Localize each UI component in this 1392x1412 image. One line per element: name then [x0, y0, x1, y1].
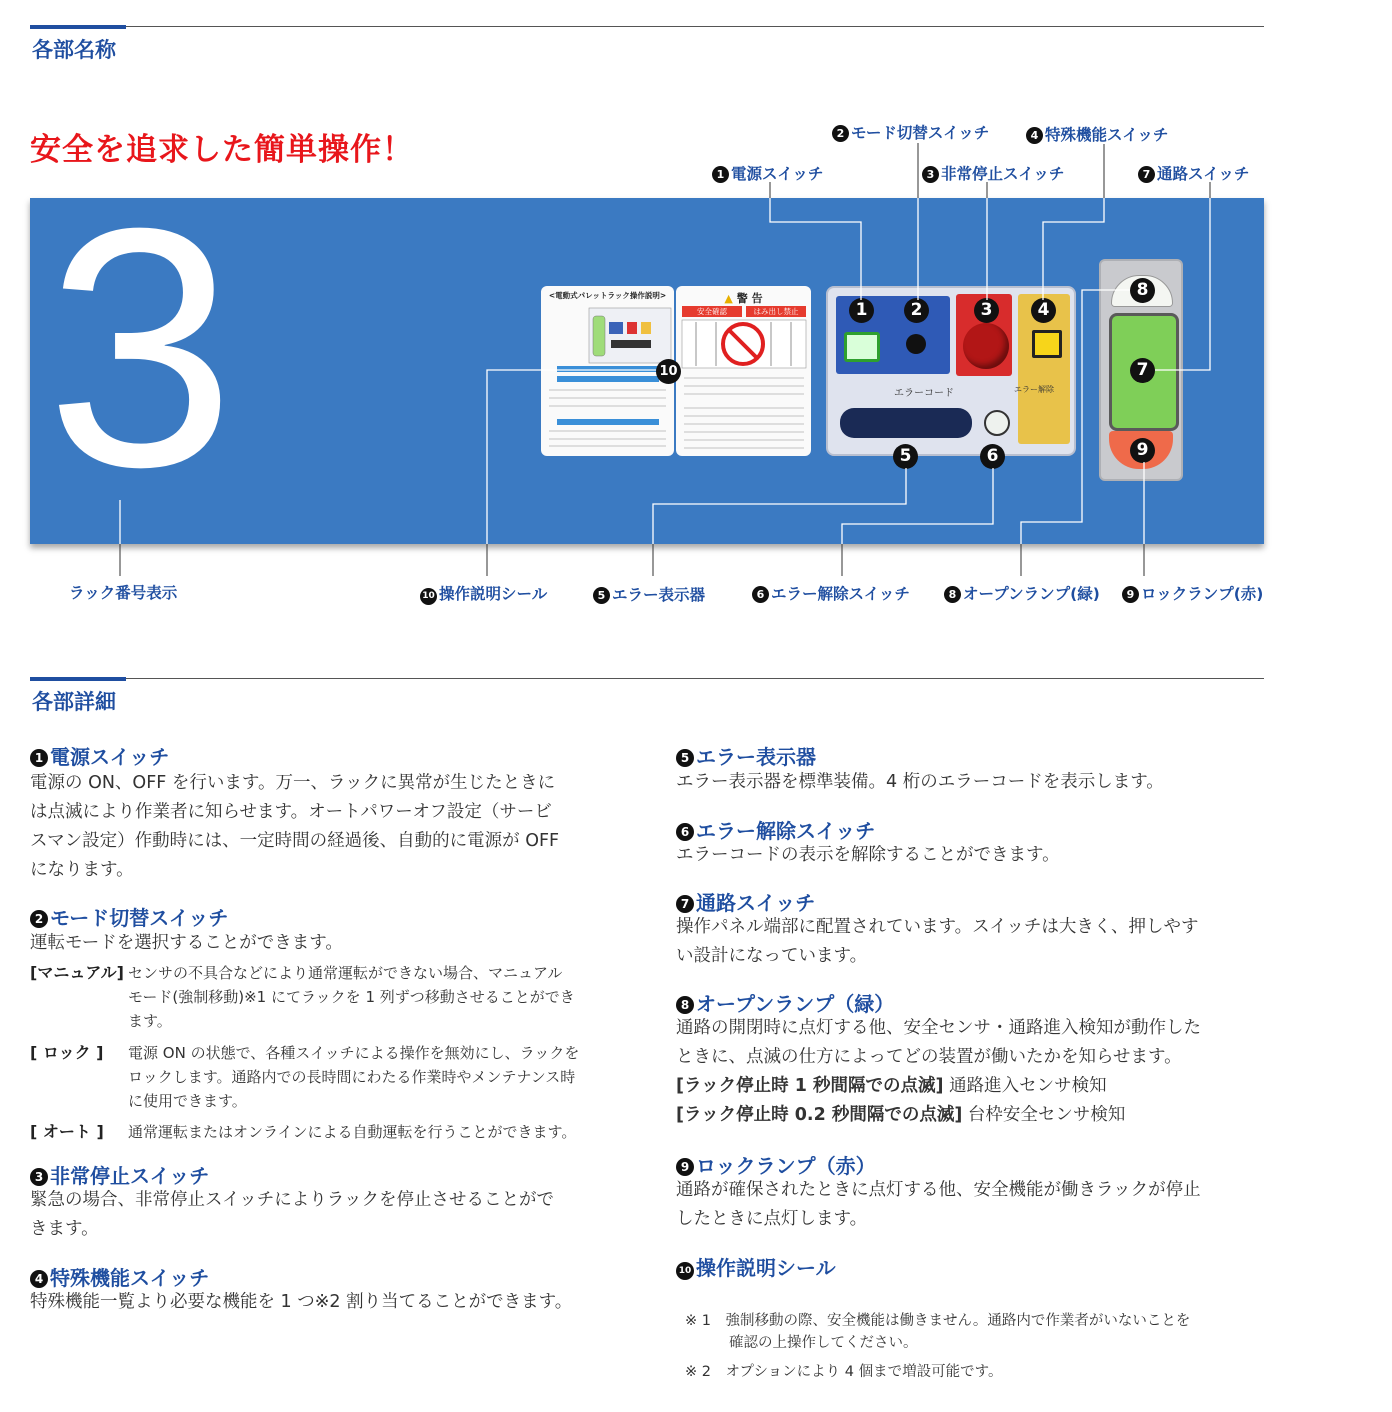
item-body-error-reset: エラーコードの表示を解除することができます。: [676, 845, 1060, 865]
label-special-switch: 4 特殊機能スイッチ: [1026, 123, 1168, 145]
footnote-2: ※ 2 オプションにより 4 個まで増設可能です。: [685, 1364, 1003, 1380]
section-title-details: 各部詳細: [32, 690, 116, 714]
item-heading-open-lamp: 8 オープンランプ（緑）: [676, 988, 894, 1017]
item-body-lock-lamp: 通路が確保されたときに点灯する他、安全機能が働きラックが停止 したときに点灯します。: [676, 1180, 1201, 1229]
headline: 安全を追求した簡単操作！: [30, 132, 414, 168]
label-error-reset: 6 エラー解除スイッチ: [752, 582, 910, 604]
section-rule-accent: [30, 677, 126, 681]
item-heading-emergency: 3 非常停止スイッチ: [30, 1160, 209, 1189]
label-lock-lamp: 9 ロックランプ(赤): [1122, 582, 1263, 604]
item-heading-mode: 2 モード切替スイッチ: [30, 902, 228, 931]
section-rule: [30, 26, 1264, 27]
warning-title: 警 告: [736, 292, 763, 305]
badge-4: 4: [1031, 298, 1056, 323]
section-rule-accent: [30, 25, 126, 29]
label-power-switch: 1 電源スイッチ: [712, 162, 823, 184]
item-body-open-lamp: 通路の開閉時に点灯する他、安全センサ・通路進入検知が動作した ときに、点滅の仕方によってどの装置が働いたかを知らせます。 [ラック停止時 1 秒間隔での点滅] 通路進入センサ検知 [ラック停止時 0.2 秒間隔での点滅] 台枠安全センサ検知: [676, 1018, 1201, 1125]
item-heading-error-reset: 6 エラー解除スイッチ: [676, 815, 875, 844]
warning-sub1: 安全確認: [682, 306, 742, 317]
label-rack-number: ラック番号表示: [69, 584, 178, 602]
badge-10: 10: [656, 359, 681, 384]
item-heading-sticker: 10 操作説明シール: [676, 1252, 836, 1281]
emergency-stop-button[interactable]: [963, 323, 1009, 369]
label-error-display: 5 エラー表示器: [593, 583, 705, 605]
item-heading-error-display: 5 エラー表示器: [676, 741, 816, 770]
item-body-power: 電源の ON、OFF を行います。万一、ラックに異常が生じたときに は点滅により作業者に知らせます。オートパワーオフ設定（サービ スマン設定）作動時には、一定時間の経過後、自動的に電源が OFF になります。: [30, 773, 560, 880]
label-open-lamp: 8 オープンランプ(緑): [944, 582, 1100, 604]
label-instruction-sticker: 10 操作説明シール: [420, 582, 547, 605]
warning-triangle-icon: ▲: [724, 292, 733, 305]
section-rule: [30, 678, 1264, 679]
item-heading-power: 1 電源スイッチ: [30, 741, 169, 770]
error-reset-label: エラー解除: [1014, 385, 1054, 394]
mode-manual: [マニュアル] センサの不具合などにより通常運転ができない場合、マニュアル モード(強制移動)※1 にてラックを 1 列ずつ移動させることができ ます。: [30, 963, 575, 1030]
special-function-switch[interactable]: [1032, 330, 1062, 358]
mode-lock: [ ロック ] 電源 ON の状態で、各種スイッチによる操作を無効にし、ラックを ロックします。通路内での長時間にわたる作業時やメンテナンス時 に使用できます。: [30, 1043, 580, 1110]
sticker-diagram: [541, 286, 674, 456]
mode-auto: [ オート ] 通常運転またはオンラインによる自動運転を行うことができます。: [30, 1122, 577, 1141]
badge-9: 9: [1130, 438, 1155, 463]
item-body-emergency: 緊急の場合、非常停止スイッチによりラックを停止させることがで きます。: [30, 1190, 554, 1239]
rack-number: 3: [46, 158, 236, 538]
label-mode-switch: 2 モード切替スイッチ: [832, 121, 989, 143]
mode-switch[interactable]: [906, 334, 926, 354]
label-aisle-switch: 7 通路スイッチ: [1138, 162, 1249, 184]
badge-5: 5: [893, 444, 918, 469]
warning-sub2: はみ出し禁止: [746, 306, 806, 317]
badge-2: 2: [904, 298, 929, 323]
item-heading-special: 4 特殊機能スイッチ: [30, 1262, 209, 1291]
warning-diagram: [676, 286, 811, 456]
item-heading-aisle: 7 通路スイッチ: [676, 887, 815, 916]
item-body-special: 特殊機能一覧より必要な機能を 1 つ※2 割り当てることができます。: [30, 1292, 573, 1312]
footnote-1: ※ 1 強制移動の際、安全機能は働きません。通路内で作業者がいないことを 確認の上操作してください。: [685, 1313, 1191, 1351]
instruction-sticker: [541, 286, 674, 456]
error-reset-button[interactable]: [984, 410, 1010, 436]
badge-3: 3: [974, 298, 999, 323]
sticker-title: <電動式パレットラック操作説明>: [548, 291, 667, 300]
error-display: [840, 408, 972, 438]
power-switch[interactable]: [844, 332, 880, 362]
section-title-names: 各部名称: [32, 38, 116, 62]
item-body-aisle: 操作パネル端部に配置されています。スイッチは大きく、押しやす い設計になっています。: [676, 917, 1199, 966]
item-heading-lock-lamp: 9 ロックランプ（赤）: [676, 1150, 876, 1179]
label-emergency-switch: 3 非常停止スイッチ: [922, 162, 1064, 184]
badge-7: 7: [1130, 358, 1155, 383]
warning-sticker: [676, 286, 811, 456]
badge-6: 6: [980, 444, 1005, 469]
badge-1: 1: [849, 298, 874, 323]
error-code-label: エラーコード: [894, 388, 954, 399]
item-body-error-display: エラー表示器を標準装備。4 桁のエラーコードを表示します。: [676, 772, 1164, 792]
item-body-mode: 運転モードを選択することができます。: [30, 933, 343, 953]
badge-8: 8: [1130, 278, 1155, 303]
